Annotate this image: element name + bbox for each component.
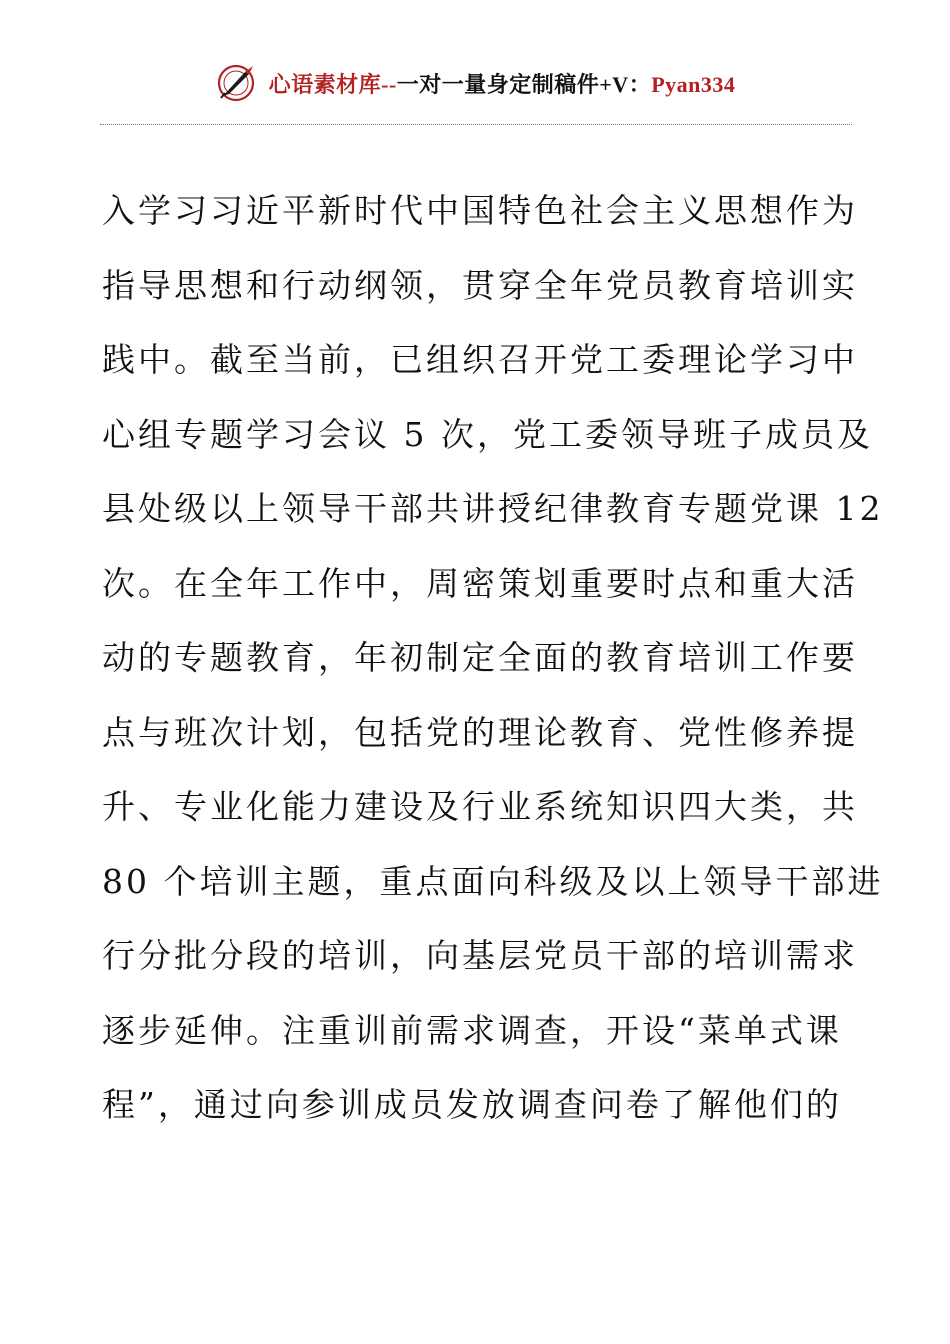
page-header [0, 58, 950, 108]
body-line: 县处级以上领导干部共讲授纪律教育专题党课 12 [102, 489, 884, 528]
body-line: 逐步延伸。注重训前需求调查，开设“菜单式课 [102, 1010, 842, 1050]
header-divider [100, 124, 852, 125]
header-title [269, 68, 736, 99]
body-line: 行分批分段的培训，向基层党员干部的培训需求 [102, 936, 858, 975]
body-line: 入学习习近平新时代中国特色社会主义思想作为 [102, 191, 858, 230]
body-line: 动的专题教育，年初制定全面的教育培训工作要 [102, 638, 858, 677]
document-body [102, 174, 884, 1143]
contact-id: Pyan334 [651, 71, 736, 97]
header-separator: -- [381, 71, 397, 97]
body-line: 点与班次计划，包括党的理论教育、党性修养提 [102, 712, 858, 752]
header-slogan: 一对一量身定制稿件+V： [396, 71, 652, 97]
body-line: 指导思想和行动纲领，贯穿全年党员教育培训实 [102, 265, 858, 305]
body-line: 次。在全年工作中，周密策划重要时点和重大活 [102, 563, 858, 603]
quill-pen-logo-icon [215, 62, 257, 104]
body-line: 升、专业化能力建设及行业系统知识四大类，共 [102, 787, 858, 826]
body-line: 80 个培训主题，重点面向科级及以上领导干部进 [102, 861, 884, 901]
body-line: 心组专题学习会议 5 次，党工委领导班子成员及 [102, 414, 873, 454]
body-line: 程”，通过向参训成员发放调查问卷了解他们的 [102, 1085, 842, 1124]
body-line: 践中。截至当前，已组织召开党工委理论学习中 [102, 340, 858, 379]
brand-name: 心语素材库 [268, 71, 382, 97]
